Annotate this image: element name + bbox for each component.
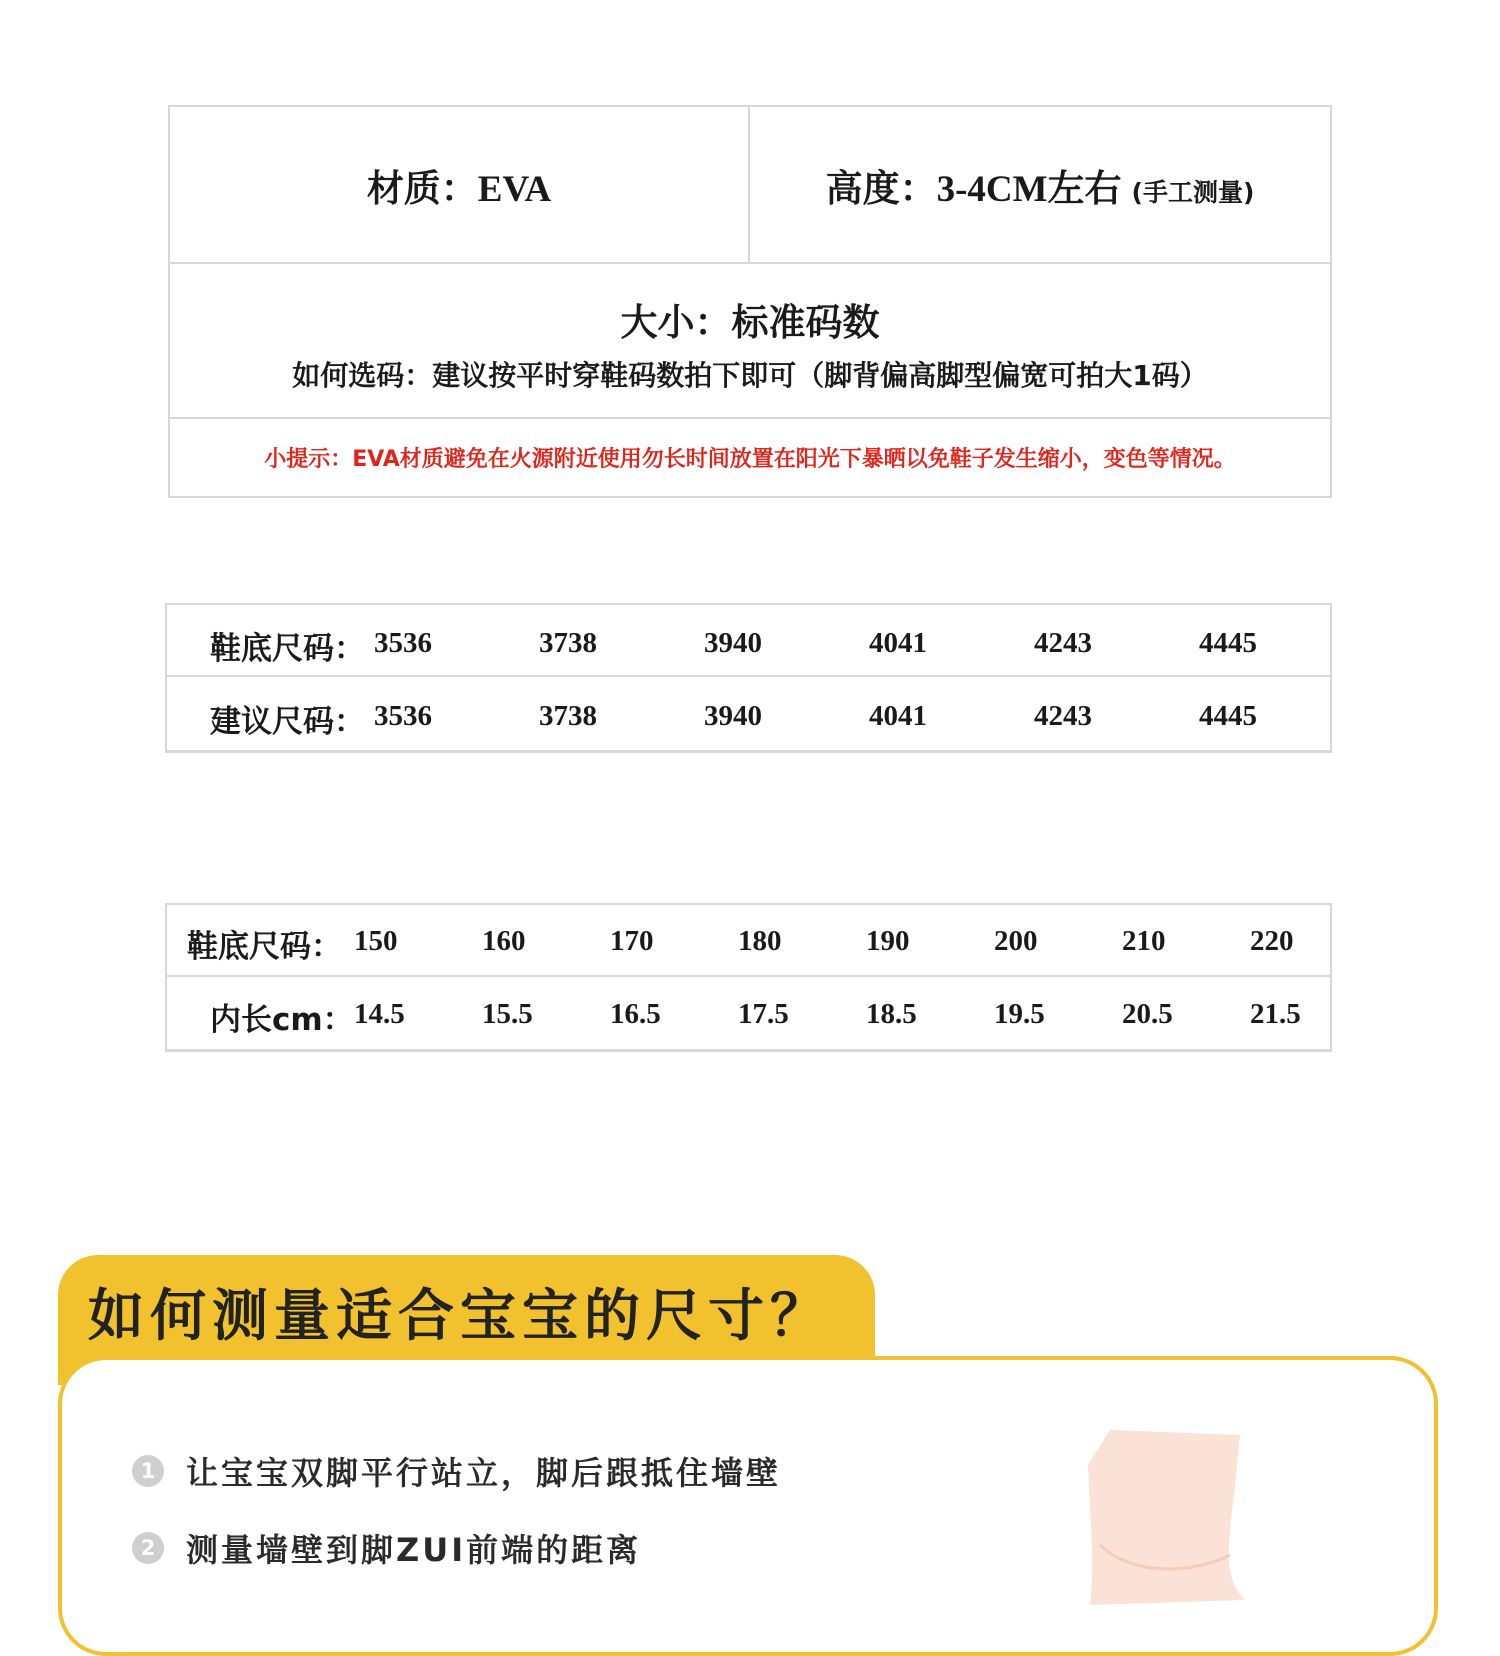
size-table-insole-length [165, 903, 1332, 1052]
material-label: 材质：EVA [366, 168, 552, 210]
table-cell: 19.5 [994, 998, 1045, 1030]
row-label: 内长cm： [210, 1002, 354, 1038]
foot-icon [1070, 1425, 1270, 1605]
info-row-tip [170, 419, 1330, 496]
table-cell: 4243 [1034, 627, 1092, 659]
table-cell: 3536 [374, 700, 432, 732]
table-cell: 16.5 [610, 998, 661, 1030]
info-row-size [170, 264, 1330, 419]
table-cell: 21.5 [1250, 998, 1301, 1030]
table-cell: 18.5 [866, 998, 917, 1030]
table-cell: 4041 [869, 700, 927, 732]
table-row [167, 605, 1330, 677]
table-cell: 180 [738, 925, 782, 957]
table-cell: 3738 [539, 700, 597, 732]
measure-title: 如何测量适合宝宝的尺寸？ [88, 1284, 832, 1349]
table-cell: 4445 [1199, 627, 1257, 659]
step-text: 让宝宝双脚平行站立，脚后跟抵住墙壁 [186, 1454, 782, 1492]
table-cell: 20.5 [1122, 998, 1173, 1030]
height-label: 高度：3-4CM左右 [825, 168, 1122, 210]
step-number-badge: 2 [132, 1532, 164, 1564]
row-label: 鞋底尺码： [187, 929, 342, 965]
row-label: 建议尺码： [210, 704, 365, 740]
size-title: 大小：标准码数 [620, 301, 880, 344]
table-cell: 15.5 [482, 998, 533, 1030]
table-cell: 170 [610, 925, 654, 957]
height-note: (手工测量) [1131, 177, 1255, 207]
info-row-material-height [170, 107, 1330, 264]
table-cell: 17.5 [738, 998, 789, 1030]
table-cell: 4041 [869, 627, 927, 659]
table-cell: 3738 [539, 627, 597, 659]
size-table-eu [165, 603, 1332, 753]
table-cell: 14.5 [354, 998, 405, 1030]
tip-text: 小提示：EVA材质避免在火源附近使用勿长时间放置在阳光下暴晒以免鞋子发生缩小，变色等情况。 [264, 447, 1236, 472]
table-row [167, 678, 1330, 750]
table-cell: 200 [994, 925, 1038, 957]
step-number-badge: 1 [132, 1455, 164, 1487]
product-info-table [168, 105, 1332, 498]
height-cell [750, 107, 1330, 262]
table-cell: 4243 [1034, 700, 1092, 732]
size-advice: 如何选码：建议按平时穿鞋码数拍下即可（脚背偏高脚型偏宽可拍大1码） [292, 359, 1208, 392]
table-cell: 3536 [374, 627, 432, 659]
table-cell: 4445 [1199, 700, 1257, 732]
step-text: 测量墙壁到脚ZUI前端的距离 [186, 1531, 642, 1569]
measure-step-2 [132, 1525, 641, 1571]
row-label: 鞋底尺码： [210, 631, 365, 667]
table-row [167, 978, 1330, 1050]
measure-step-1 [132, 1448, 781, 1494]
table-cell: 220 [1250, 925, 1294, 957]
table-row [167, 905, 1330, 977]
table-cell: 190 [866, 925, 910, 957]
table-cell: 150 [354, 925, 398, 957]
material-cell [170, 107, 750, 262]
table-cell: 3940 [704, 700, 762, 732]
table-cell: 210 [1122, 925, 1166, 957]
table-cell: 3940 [704, 627, 762, 659]
table-cell: 160 [482, 925, 526, 957]
